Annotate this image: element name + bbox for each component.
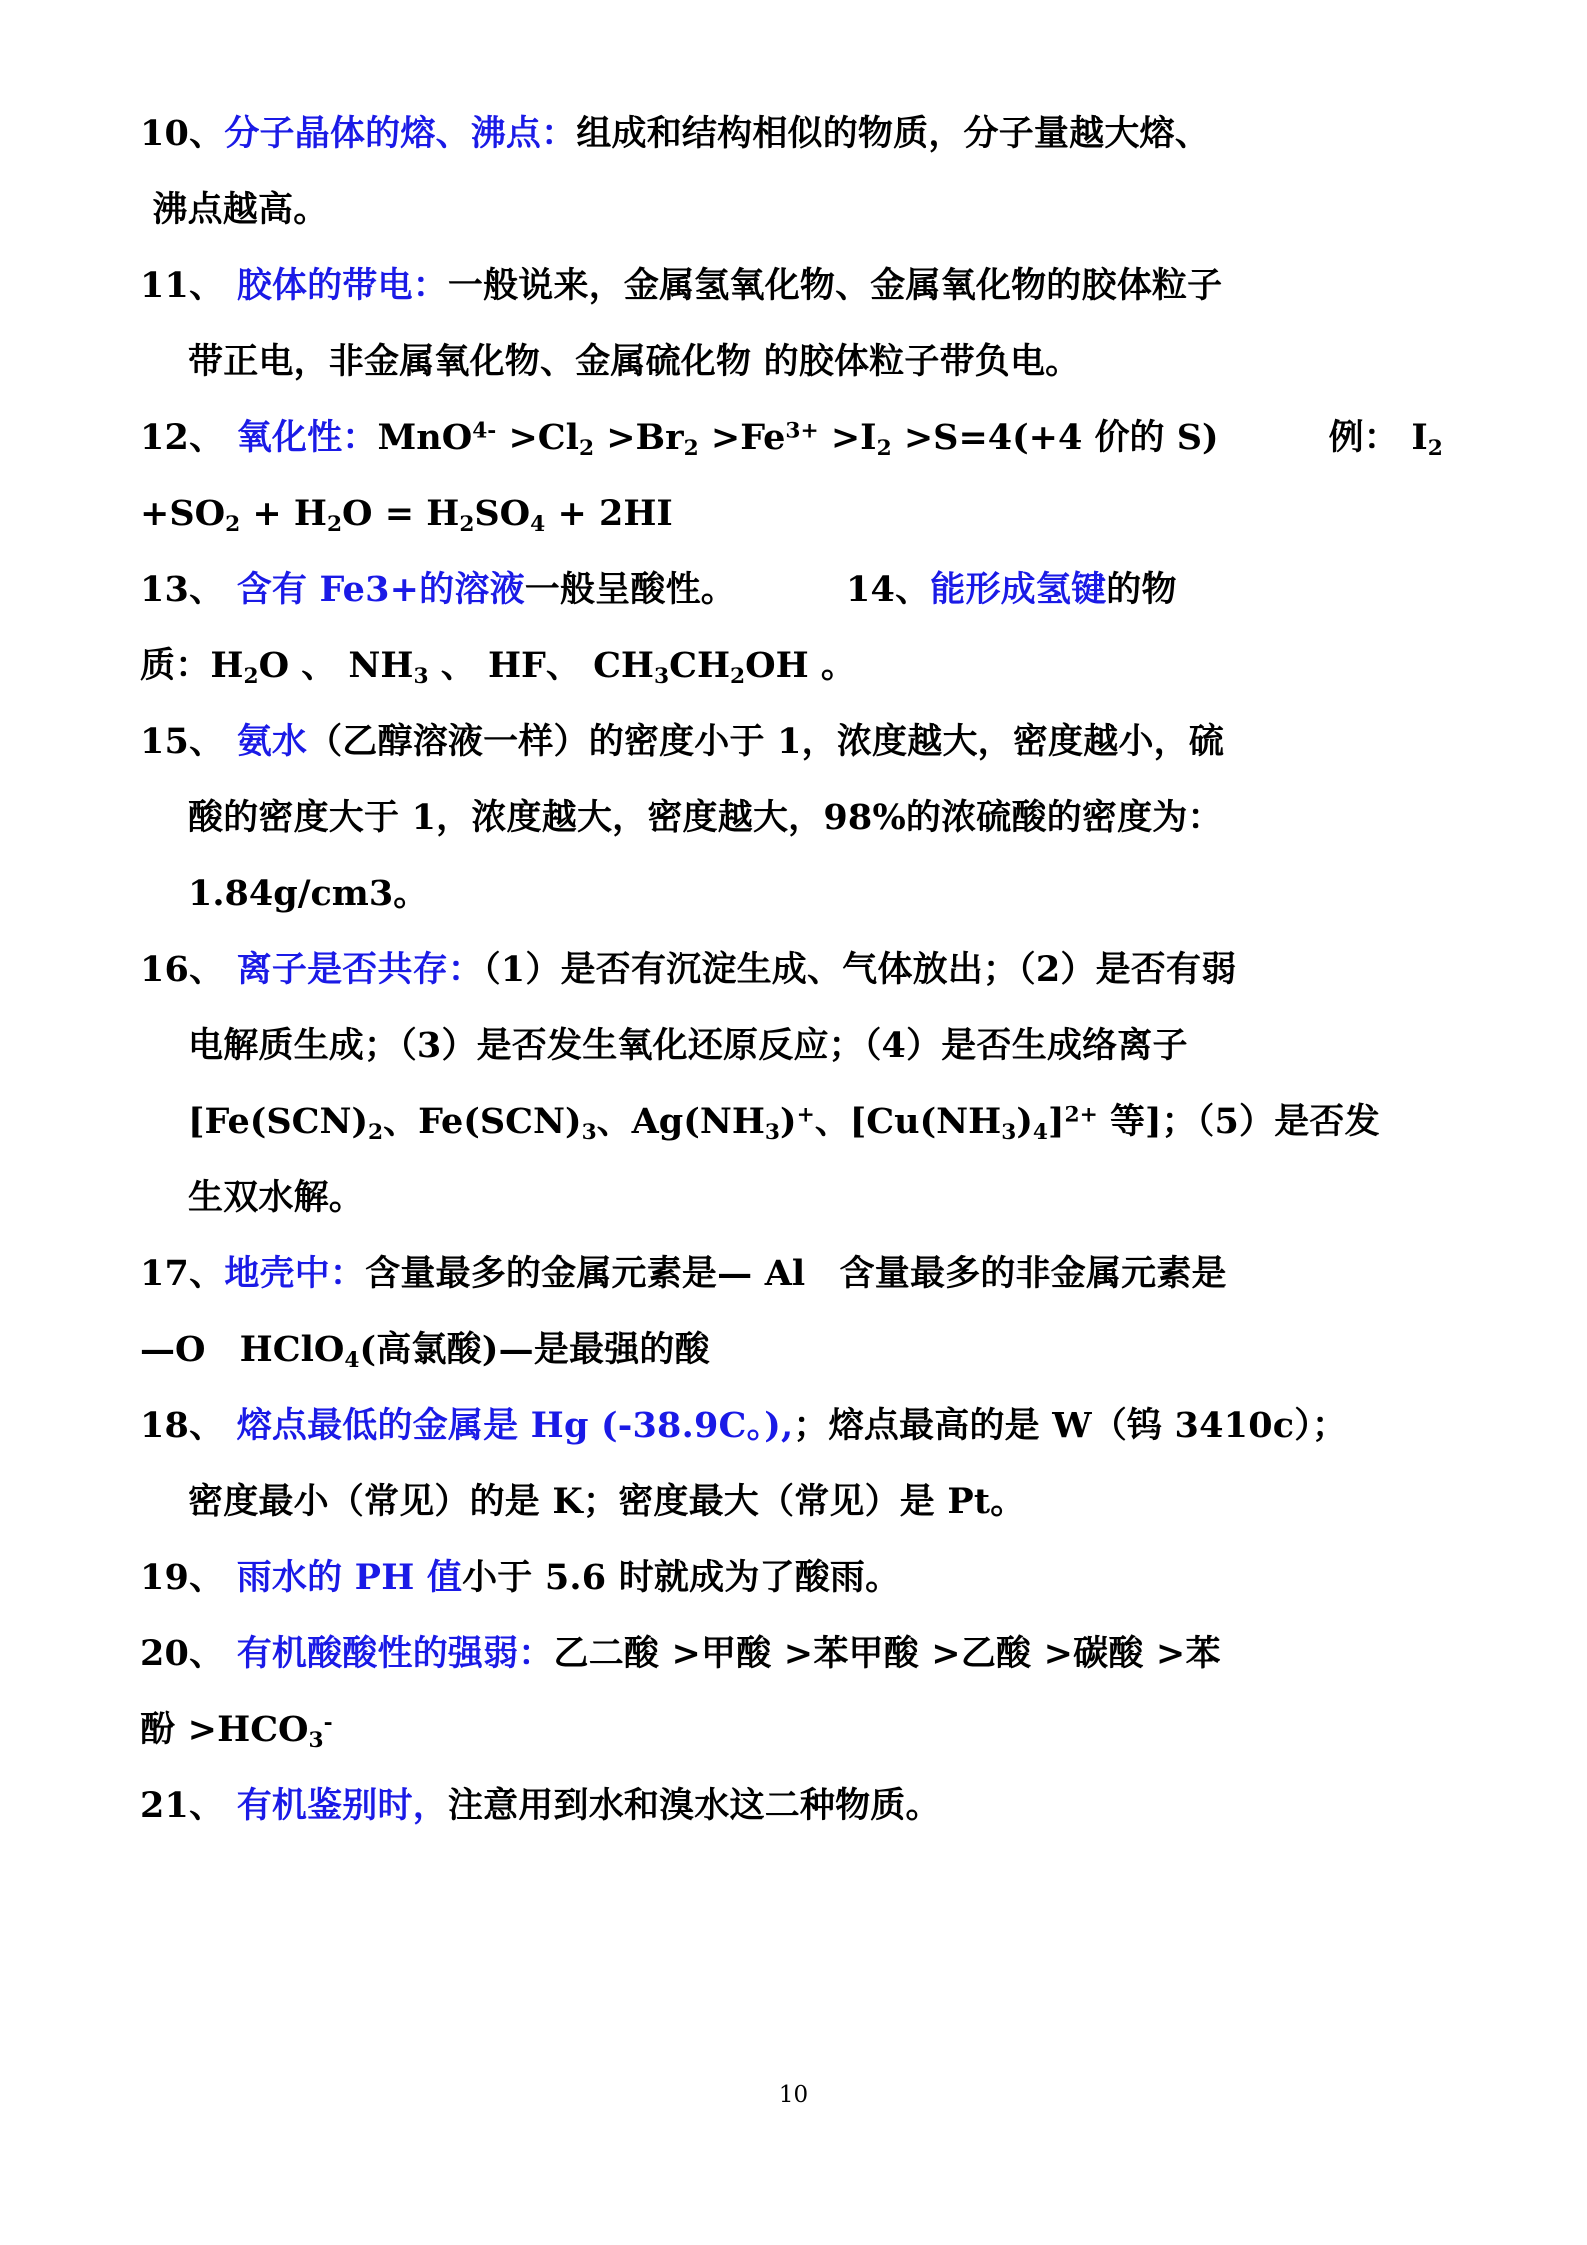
item-number: 15、: [140, 721, 225, 762]
text-line: [188, 324, 1450, 400]
body-text: 酸的密度大于 1，浓度越大，密度越大，98%的浓硫酸的密度为：: [188, 797, 1223, 838]
text-line: [140, 1312, 1450, 1388]
list-item: [140, 1616, 1450, 1768]
highlighted-term: 氨水: [224, 721, 308, 762]
list-item: [140, 1540, 1450, 1616]
body-text: 带正电，非金属氧化物、金属硫化物 的胶体粒子带负电。: [188, 341, 1081, 382]
list-item: [140, 704, 1450, 932]
body-text: ；熔点最高的是 W（钨 3410c）；: [793, 1405, 1348, 1446]
chemical-formula: $HCO_3^-$: [217, 1709, 333, 1754]
list-item: [140, 552, 1450, 704]
text-line: [140, 400, 1450, 476]
list-item: [140, 96, 1450, 248]
body-text: 生双水解。: [188, 1177, 365, 1218]
text-line: [140, 1616, 1450, 1692]
text-line: [188, 1160, 1450, 1236]
list-item: [140, 400, 1450, 552]
body-text: （乙醇溶液一样）的密度小于 1，浓度越大，密度越小，硫: [307, 721, 1225, 762]
text-line: [140, 96, 1450, 172]
body-text: 酚 >: [140, 1709, 218, 1750]
chemical-formula: —O: [140, 1329, 206, 1370]
item-number: 19、: [140, 1557, 225, 1598]
text-line: [188, 1008, 1450, 1084]
item-number: 20、: [140, 1633, 225, 1674]
text-line: [140, 1236, 1450, 1312]
body-text: 一般说来，金属氢氧化物、金属氧化物的胶体粒子: [447, 265, 1223, 306]
highlighted-term: 熔点最低的金属是 Hg (-38.9C。),: [224, 1405, 794, 1446]
chemical-formula: $+SO_2 + H_2O = H_2SO_4 + 2HI$: [140, 493, 673, 538]
body-text: 沸点越高。: [140, 189, 329, 230]
chemical-formula: HClO$_4$: [227, 1329, 360, 1374]
item-number: 18、: [140, 1405, 225, 1446]
item-number: 21、: [140, 1785, 225, 1826]
body-text: 的物: [1106, 569, 1177, 610]
body-text: 小于 5.6 时就成为了酸雨。: [462, 1557, 901, 1598]
highlighted-term: 胶体的带电：: [224, 265, 448, 306]
body-text: 一般呈酸性。: [524, 569, 736, 610]
text-line: [188, 856, 1450, 932]
text-line: [188, 1084, 1450, 1160]
text-line: [140, 248, 1450, 324]
highlighted-term: 有机酸酸性的强弱：: [224, 1633, 554, 1674]
body-text: 质：: [140, 645, 211, 686]
text-line: [140, 1692, 1450, 1768]
highlighted-term: 离子是否共存：: [224, 949, 484, 990]
highlighted-term: 有机鉴别时，: [224, 1785, 448, 1826]
body-text: 。: [393, 873, 429, 914]
item-number: 14、: [845, 569, 931, 610]
text-line: [140, 1540, 1450, 1616]
text-line: [140, 1388, 1450, 1464]
item-number: 12、: [140, 417, 225, 458]
body-text: （1）是否有沉淀生成、气体放出；（2）是否有弱: [483, 949, 1237, 990]
body-text: 含量最多的非金属元素是: [827, 1253, 1227, 1294]
list-item: [140, 932, 1450, 1236]
body-text: 例：: [1328, 417, 1412, 458]
body-text: 注意用到水和溴水这二种物质。: [447, 1785, 941, 1826]
text-line: [140, 172, 1450, 248]
text-line: [140, 552, 1450, 628]
highlighted-term: 雨水的 PH 值: [224, 1557, 463, 1598]
chemical-formula: $H_2O$ 、 $NH_3$ 、 HF、 $CH_3CH_2OH$: [210, 645, 821, 690]
body-text: (高氯酸)—是最强的酸: [359, 1329, 710, 1370]
body-text: 乙二酸 >甲酸 >苯甲酸 >乙酸 >碳酸 >苯: [553, 1633, 1221, 1674]
highlighted-term: 地壳中：: [224, 1253, 366, 1294]
item-number: 17、: [140, 1253, 225, 1294]
body-text: 。: [820, 645, 857, 686]
list-item: [140, 1388, 1450, 1540]
list-item: [140, 1768, 1450, 1844]
highlighted-term: 氧化性：: [224, 417, 378, 458]
body-text: 含量最多的金属元素是—: [365, 1253, 765, 1294]
text-line: [140, 628, 1450, 704]
item-number: 13、: [140, 569, 225, 610]
chemical-formula: 1.84g/cm3: [188, 873, 394, 914]
body-text: ；（5）是否发: [1161, 1101, 1380, 1142]
chemical-formula: [$Fe(SCN)_2$、$Fe(SCN)_3$、$Ag(NH_3)^+$、$[Cu(NH_3)_4]^{2+}$ 等]: [188, 1101, 1162, 1146]
document-body: [140, 96, 1450, 1844]
body-text: 组成和结构相似的物质，分子量越大熔、: [576, 113, 1210, 154]
text-line: [140, 476, 1450, 552]
item-number: 10、: [140, 113, 225, 154]
chemical-formula: Al: [764, 1253, 806, 1294]
highlighted-term: 能形成氢键: [930, 569, 1107, 610]
list-item: [140, 248, 1450, 400]
chemical-formula: $I_2$: [1411, 417, 1443, 462]
text-line: [188, 1464, 1450, 1540]
body-text: 电解质生成；（3）是否发生氧化还原反应；（4）是否生成络离子: [188, 1025, 1188, 1066]
text-line: [188, 780, 1450, 856]
text-line: [140, 704, 1450, 780]
chemical-formula: $MnO^{4-} >Cl_2 >Br_2 >Fe^{3+} >I_2 >S=4(+4$ 价的 S): [377, 417, 1219, 462]
highlighted-term: 分子晶体的熔、沸点：: [224, 113, 577, 154]
highlighted-term: 含有 Fe3+的溶液: [224, 569, 525, 610]
body-text: 密度最小（常见）的是 K；密度最大（常见）是 Pt。: [188, 1481, 1026, 1522]
page-number: 10: [778, 2082, 809, 2108]
item-number: 11、: [140, 265, 225, 306]
text-line: [140, 1768, 1450, 1844]
text-line: [140, 932, 1450, 1008]
item-number: 16、: [140, 949, 225, 990]
list-item: [140, 1236, 1450, 1388]
